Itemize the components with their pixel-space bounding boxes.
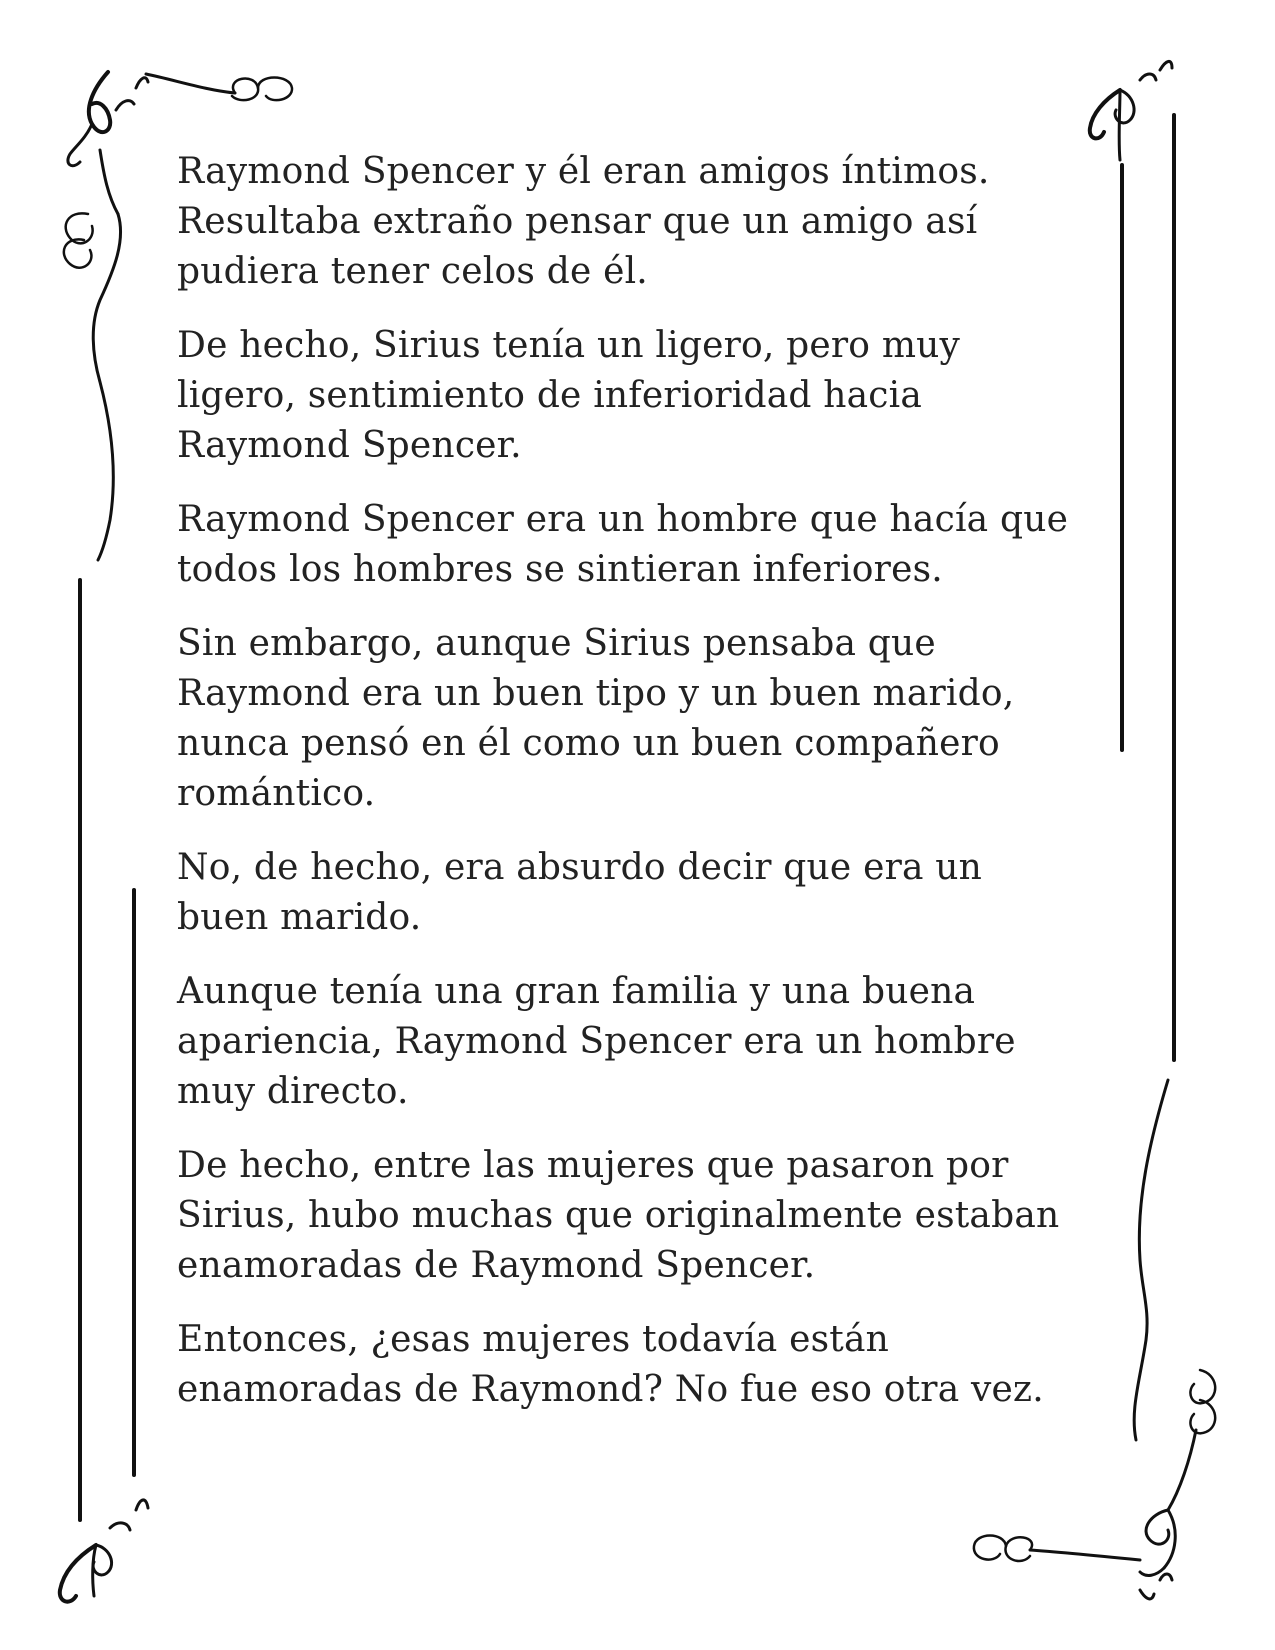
text-line: Entonces, ¿esas mujeres todavía están xyxy=(177,1319,890,1360)
text-line: Sin embargo, aunque Sirius pensaba que xyxy=(177,623,936,664)
text-line: Raymond Spencer era un hombre que hacía que xyxy=(177,499,1069,540)
text-line: buen marido. xyxy=(177,897,422,938)
text-line: ligero, sentimiento de inferioridad hacia xyxy=(177,375,923,416)
text-line: todos los hombres se sintieran inferiores. xyxy=(177,549,943,590)
text-line: nunca pensó en él como un buen compañero xyxy=(177,723,1000,764)
text-line: Raymond era un buen tipo y un buen marido, xyxy=(177,673,1015,714)
paragraph-6 xyxy=(177,967,1112,1117)
paragraph-2 xyxy=(177,321,1112,471)
text-line: pudiera tener celos de él. xyxy=(177,251,648,292)
paragraph-1 xyxy=(177,147,1112,297)
text-line: apariencia, Raymond Spencer era un hombre xyxy=(177,1021,1016,1062)
paragraph-5 xyxy=(177,843,1112,943)
text-line: Resultaba extraño pensar que un amigo así xyxy=(177,201,978,242)
paragraph-3 xyxy=(177,495,1112,595)
paragraph-8 xyxy=(177,1315,1112,1415)
top-right-flourish-icon xyxy=(1090,61,1172,160)
text-line: enamoradas de Raymond? No fue eso otra vez. xyxy=(177,1369,1044,1410)
bottom-left-flourish-icon xyxy=(60,1500,148,1602)
text-line: muy directo. xyxy=(177,1071,409,1112)
text-line: De hecho, Sirius tenía un ligero, pero muy xyxy=(177,325,961,366)
text-line: No, de hecho, era absurdo decir que era un xyxy=(177,847,983,888)
text-line: De hecho, entre las mujeres que pasaron por xyxy=(177,1145,1009,1186)
paragraph-4 xyxy=(177,619,1112,819)
paragraph-7 xyxy=(177,1141,1112,1291)
text-line: Raymond Spencer. xyxy=(177,425,522,466)
text-line: Aunque tenía una gran familia y una buena xyxy=(177,971,976,1012)
text-line: romántico. xyxy=(177,773,376,814)
text-line: enamoradas de Raymond Spencer. xyxy=(177,1245,816,1286)
text-line: Raymond Spencer y él eran amigos íntimos. xyxy=(177,151,990,192)
body-text xyxy=(177,147,1112,1439)
text-line: Sirius, hubo muchas que originalmente estaban xyxy=(177,1195,1060,1236)
